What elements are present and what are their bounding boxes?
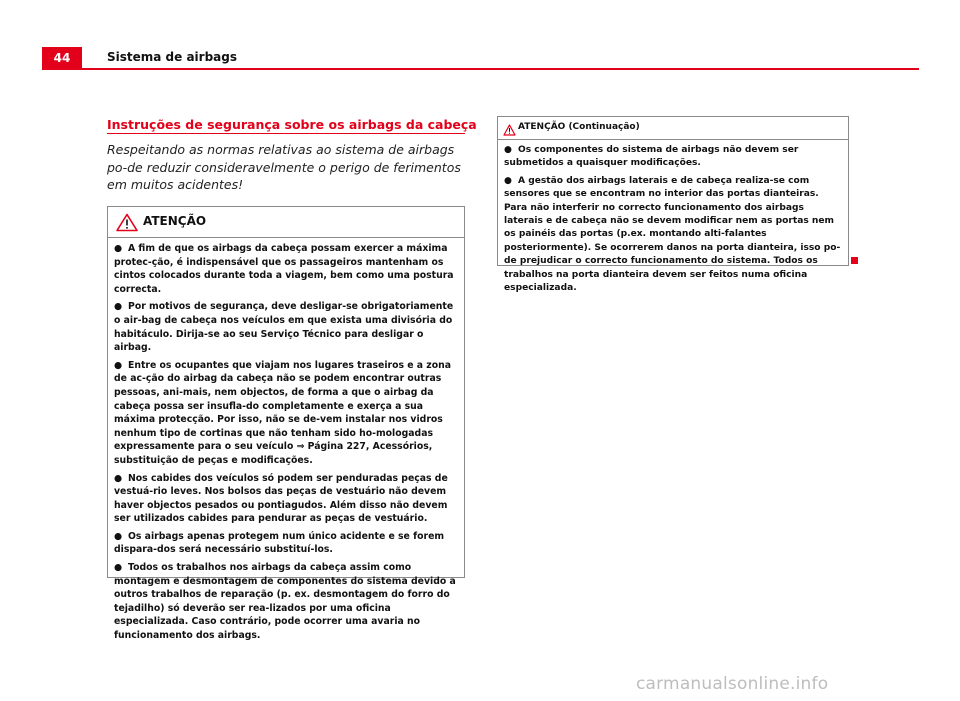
header-divider [42,68,919,70]
warning-list [498,140,848,295]
section-intro: Respeitando as normas relativas ao sistema de airbags po-de reduzir consideravelmente o perigo de ferimentos em muitos acidentes! [107,142,461,192]
warning-label: ATENÇÃO [143,214,207,228]
bullet: ● [504,145,512,155]
warning-label: ATENÇÃO (Continuação) [518,122,640,132]
page-header-title: Sistema de airbags [107,50,238,64]
section-title: Instruções de segurança sobre os airbags da cabeça [107,117,477,132]
warning-item: ● Nos cabides dos veículos só podem ser penduradas peças de vestuá-rio leves. Nos bolsos das peças de vestuário não devem haver objectos pesados ou pontiagudos. Além disso não devem ser utilizados cabides para pendurar as peças de vestuário. [114,472,448,525]
warning-box-continued [497,116,849,294]
watermark: carmanualsonline.info [636,674,829,694]
bullet: ● [114,562,123,574]
warning-item: ● Por motivos de segurança, deve desligar-se obrigatoriamente o air-bag de cabeça nos veículos em que exista uma divisória do habitáculo. Dirija-se ao seu Serviço Técnico para desligar o airbag. [114,301,454,354]
warning-item: ● Os airbags apenas protegem num único acidente e se forem dispara-dos será necessário substituí-los. [114,530,445,556]
warning-box [107,206,465,642]
bullet: ● [114,243,123,254]
warning-triangle-icon [503,121,516,140]
section-title-underline [107,133,465,134]
warning-triangle-icon [116,213,138,236]
warning-item: ● Entre os ocupantes que viajam nos lugares traseiros e a zona de ac-ção do airbag da cabeça não se podem encontrar outras pessoas, ani-mais, nem objectos, de forma a que o airbag da cabeça possa ser insufla-do completamente e exerça a sua máxima protecção. Por isso, não se de-vem instalar nos vidros nenhum tipo de cortinas que não tenham sido ho-mologadas expressamente para o seu veículo ⇒ Página 227, Acessórios, substituição de peças e modificações. [114,359,451,466]
warning-item: ● A fim de que os airbags da cabeça possam exercer a máxima protec-ção, é indispensável que os passageiros mantenham os cintos colocados durante toda a viagem, bem como uma postura correcta. [114,243,454,295]
bullet: ● [114,359,123,371]
bullet: ● [114,530,123,542]
bullet: ● [114,301,123,313]
bullet: ● [504,175,512,186]
page-number: 44 [42,47,82,69]
warning-item: ● Os componentes do sistema de airbags não devem ser submetidos a quaisquer modificações. [504,145,799,169]
section-end-marker [851,257,858,264]
warning-item: ● Todos os trabalhos nos airbags da cabeça assim como montagem e desmontagem de componentes do sistema devido a outros trabalhos de reparação (p. ex. desmontagem do forro do tejadilho) só deverão ser rea-lizados por uma oficina especializada. Caso contrário, pode ocorrer uma avaria no funcionamento dos airbags. [114,562,456,642]
bullet: ● [114,472,123,484]
warning-item: ● A gestão dos airbags laterais e de cabeça realiza-se com sensores que se encontram no interior das portas dianteiras. Para não interferir no correcto funcionamento dos airbags laterais e de cabeça não se devem modificar nem as portas nem os painéis das portas (p.ex. montando alti-falantes posteriormente). Se ocorrerem danos na porta dianteira, isso po-de prejudicar o correcto funcionamento do sistema. Todos os trabalhos na porta dianteira devem ser feitos numa oficina especializada. [504,175,841,294]
warning-list [108,238,464,643]
warning-header [108,207,464,238]
warning-header [498,117,848,140]
